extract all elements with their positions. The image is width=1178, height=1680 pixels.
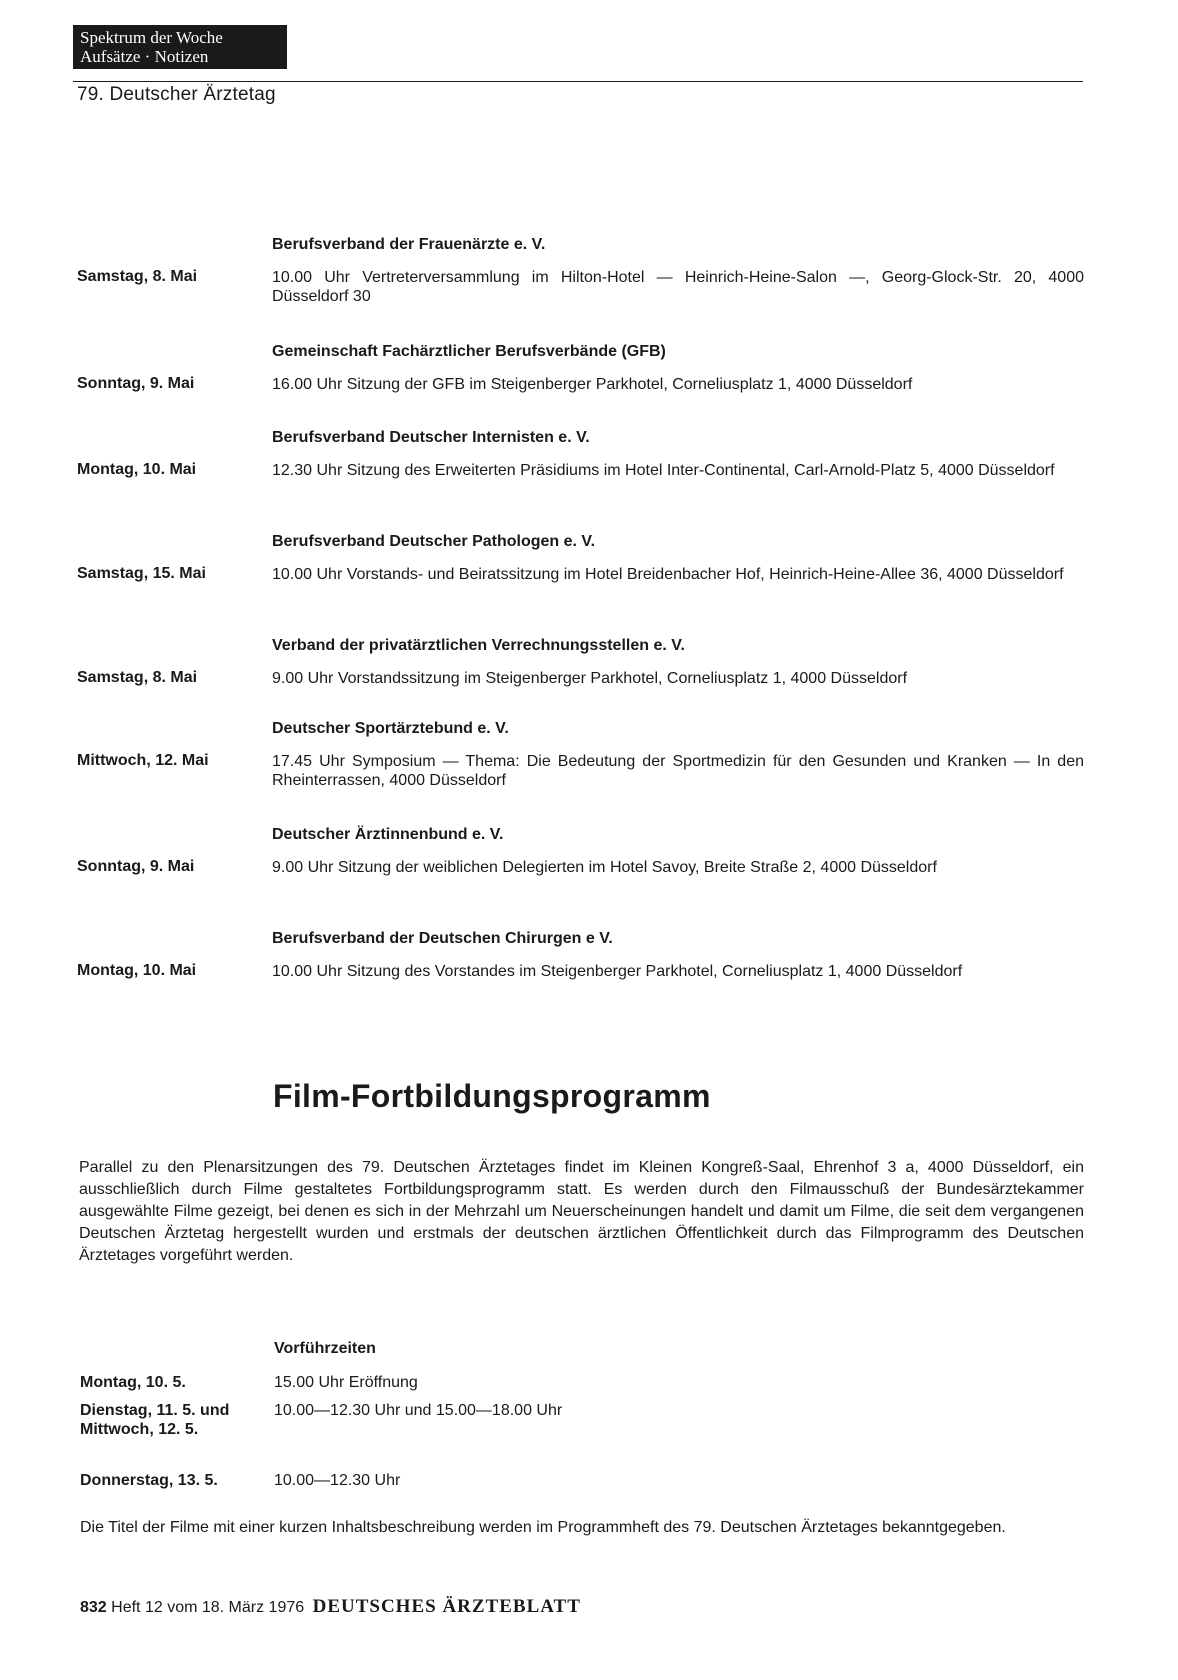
column-label-box [73,25,287,69]
event-description: 10.00 Uhr Vorstands- und Beiratssitzung im Hotel Breidenbacher Hof, Heinrich-Heine-Allee 36, 4000 Düsseldorf [272,566,1064,583]
event-organization: Berufsverband der Frauenärzte e. V. [272,236,546,253]
section-title: 79. Deutscher Ärztetag [77,84,276,105]
screening-time: 10.00—12.30 Uhr [274,1472,401,1489]
column-label-line2: Aufsätze · Notizen [80,47,209,66]
journal-name: DEUTSCHES ÄRZTEBLATT [312,1596,581,1617]
event-description: 9.00 Uhr Sitzung der weiblichen Delegierten im Hotel Savoy, Breite Straße 2, 4000 Düsseldorf [272,859,937,876]
page-number: 832 [80,1599,107,1616]
event-description: 10.00 Uhr Vertreterversammlung im Hilton-Hotel — Heinrich-Heine-Salon —, Georg-Glock-Str. 20, 4000 Düsseldorf 30 [272,269,1084,305]
header-rule [73,81,1083,82]
film-program-title: Film-Fortbildungsprogramm [273,1078,711,1114]
event-organization: Berufsverband Deutscher Pathologen e. V. [272,533,596,550]
issue-info: Heft 12 vom 18. März 1976 [111,1599,305,1616]
event-description: 9.00 Uhr Vorstandssitzung im Steigenberger Parkhotel, Corneliusplatz 1, 4000 Düsseldorf [272,670,908,687]
event-day: Sonntag, 9. Mai [77,858,195,875]
event-description: 16.00 Uhr Sitzung der GFB im Steigenberger Parkhotel, Corneliusplatz 1, 4000 Düsseldorf [272,376,913,393]
film-intro-paragraph: Parallel zu den Plenarsitzungen des 79. Deutschen Ärztetages findet im Kleinen Kongreß-Saal, Ehrenhof 3 a, 4000 Düsseldorf, ein ausschließlich durch Filme gestaltetes Fortbildungsprogramm statt. Es werden durch den Filmausschuß der Bundesärztekammer ausgewählte Filme gezeigt, bei denen es sich in der Mehrzahl um Neuerscheinungen handelt und damit um Filme, die seit dem vergangenen Deutschen Ärztetag hergestellt wurden und erstmals der deutschen ärztlichen Öffentlichkeit durch das Filmprogramm des Deutschen Ärztetages vorgeführt werden. [79,1159,1084,1264]
event-organization: Berufsverband Deutscher Internisten e. V. [272,429,590,446]
closing-paragraph: Die Titel der Filme mit einer kurzen Inhaltsbeschreibung werden im Programmheft des 79. Deutschen Ärztetages bekanntgegeben. [80,1519,1006,1536]
event-day: Mittwoch, 12. Mai [77,752,209,769]
screening-day: Donnerstag, 13. 5. [80,1472,218,1489]
event-day: Sonntag, 9. Mai [77,375,195,392]
screening-times-heading: Vorführzeiten [274,1340,376,1357]
event-day: Montag, 10. Mai [77,461,197,478]
event-organization: Deutscher Ärztinnenbund e. V. [272,826,504,843]
screening-day: Montag, 10. 5. [80,1374,186,1391]
event-description: 12.30 Uhr Sitzung des Erweiterten Präsidiums im Hotel Inter-Continental, Carl-Arnold-Platz 5, 4000 Düsseldorf [272,462,1055,479]
event-description: 17.45 Uhr Symposium — Thema: Die Bedeutung der Sportmedizin für den Gesunden und Kranken — In den Rheinterrassen, 4000 Düsseldorf [272,753,1084,789]
event-day: Samstag, 8. Mai [77,669,198,686]
column-label-line1: Spektrum der Woche [80,28,223,47]
screening-time: 15.00 Uhr Eröffnung [274,1374,418,1391]
event-day: Samstag, 8. Mai [77,268,198,285]
event-description: 10.00 Uhr Sitzung des Vorstandes im Steigenberger Parkhotel, Corneliusplatz 1, 4000 Düsseldorf [272,963,963,980]
event-organization: Gemeinschaft Fachärztlicher Berufsverbände (GFB) [272,343,666,360]
event-day: Samstag, 15. Mai [77,565,206,582]
event-day: Montag, 10. Mai [77,962,197,979]
page-footer [80,1596,581,1618]
event-organization: Verband der privatärztlichen Verrechnungsstellen e. V. [272,637,685,654]
screening-time: 10.00—12.30 Uhr und 15.00—18.00 Uhr [274,1402,563,1419]
screening-day: Dienstag, 11. 5. und Mittwoch, 12. 5. [80,1402,230,1438]
event-organization: Deutscher Sportärztebund e. V. [272,720,509,737]
event-organization: Berufsverband der Deutschen Chirurgen e V. [272,930,613,947]
